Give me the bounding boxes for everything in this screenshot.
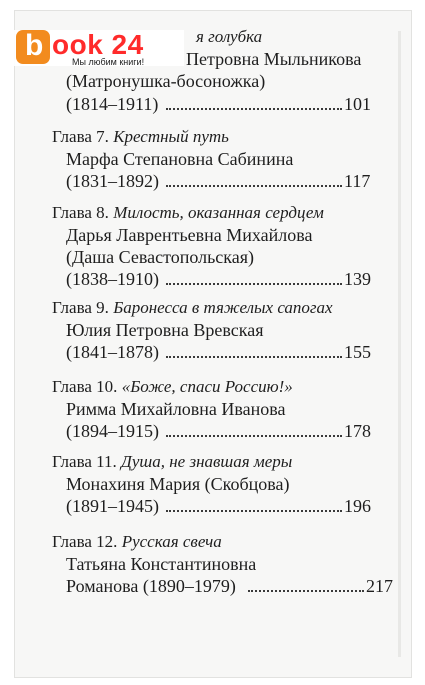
chapter-title-text: Крестный путь (113, 127, 229, 146)
person-name: Петровна Мыльникова (186, 49, 362, 69)
chapter-title-text: Русская свеча (121, 532, 222, 551)
chapter-heading (52, 126, 229, 148)
person-name: (Даша Севастопольская) (66, 247, 255, 267)
page-number: 117 (344, 171, 371, 191)
logo-name: ook 24 (52, 29, 144, 60)
person-name: Марфа Степановна Сабинина (66, 149, 294, 169)
years: (1841–1878) (66, 342, 159, 362)
leader-dots (166, 433, 342, 437)
leader-dots (248, 588, 364, 592)
chapter-heading (52, 297, 333, 319)
chapter-heading (52, 376, 293, 398)
chapter-label: Глава 7. (52, 127, 109, 146)
person-name: Татьяна Константиновна (66, 554, 257, 574)
leader-dots (166, 354, 342, 358)
years: (1814–1911) (66, 94, 159, 114)
chapter-title-text: Баронесса в тяжелых сапогах (113, 298, 333, 317)
page-number: 139 (344, 269, 371, 289)
chapter-title-text: «Боже, спаси Россию!» (121, 377, 293, 396)
years: (1894–1915) (66, 421, 159, 441)
chapter-heading (52, 202, 324, 224)
page-number: 155 (344, 342, 371, 362)
chapter-heading (52, 451, 292, 473)
logo-mark-letter: b (25, 29, 44, 62)
page-number: 178 (344, 421, 371, 441)
leader-dots (166, 508, 342, 512)
leader-dots (166, 183, 342, 187)
person-name: Монахиня Мария (Скобцова) (66, 474, 290, 494)
logo-mark-icon (16, 30, 50, 64)
chapter-heading (52, 531, 222, 553)
chapter-title-text: Милость, оказанная сердцем (113, 203, 324, 222)
years: (1831–1892) (66, 171, 159, 191)
years: (1838–1910) (66, 269, 159, 289)
years: (1891–1945) (66, 496, 159, 516)
leader-dots (166, 281, 342, 285)
chapter-label: Глава 10. (52, 377, 118, 396)
person-name: Дарья Лаврентьевна Михайлова (66, 225, 313, 245)
book24-logo (14, 30, 184, 66)
chapter-title (196, 26, 262, 48)
page-number: 101 (344, 94, 371, 114)
person-name: Римма Михайловна Иванова (66, 399, 286, 419)
chapter-title-text: Душа, не знавшая меры (121, 452, 293, 471)
chapter-label: Глава 11. (52, 452, 117, 471)
page-edge (398, 31, 401, 657)
chapter-title-text: я голубка (196, 27, 263, 46)
leader-dots (166, 106, 342, 110)
chapter-label: Глава 8. (52, 203, 109, 222)
chapter-label: Глава 12. (52, 532, 118, 551)
page-number: 196 (344, 496, 371, 516)
person-name: Юлия Петровна Вревская (66, 320, 264, 340)
person-name: (Матронушка-босоножка) (66, 71, 266, 91)
years: Романова (1890–1979) (66, 576, 236, 596)
chapter-label: Глава 9. (52, 298, 109, 317)
page-number: 217 (366, 576, 393, 596)
logo-tagline: Мы любим книги! (72, 57, 145, 67)
